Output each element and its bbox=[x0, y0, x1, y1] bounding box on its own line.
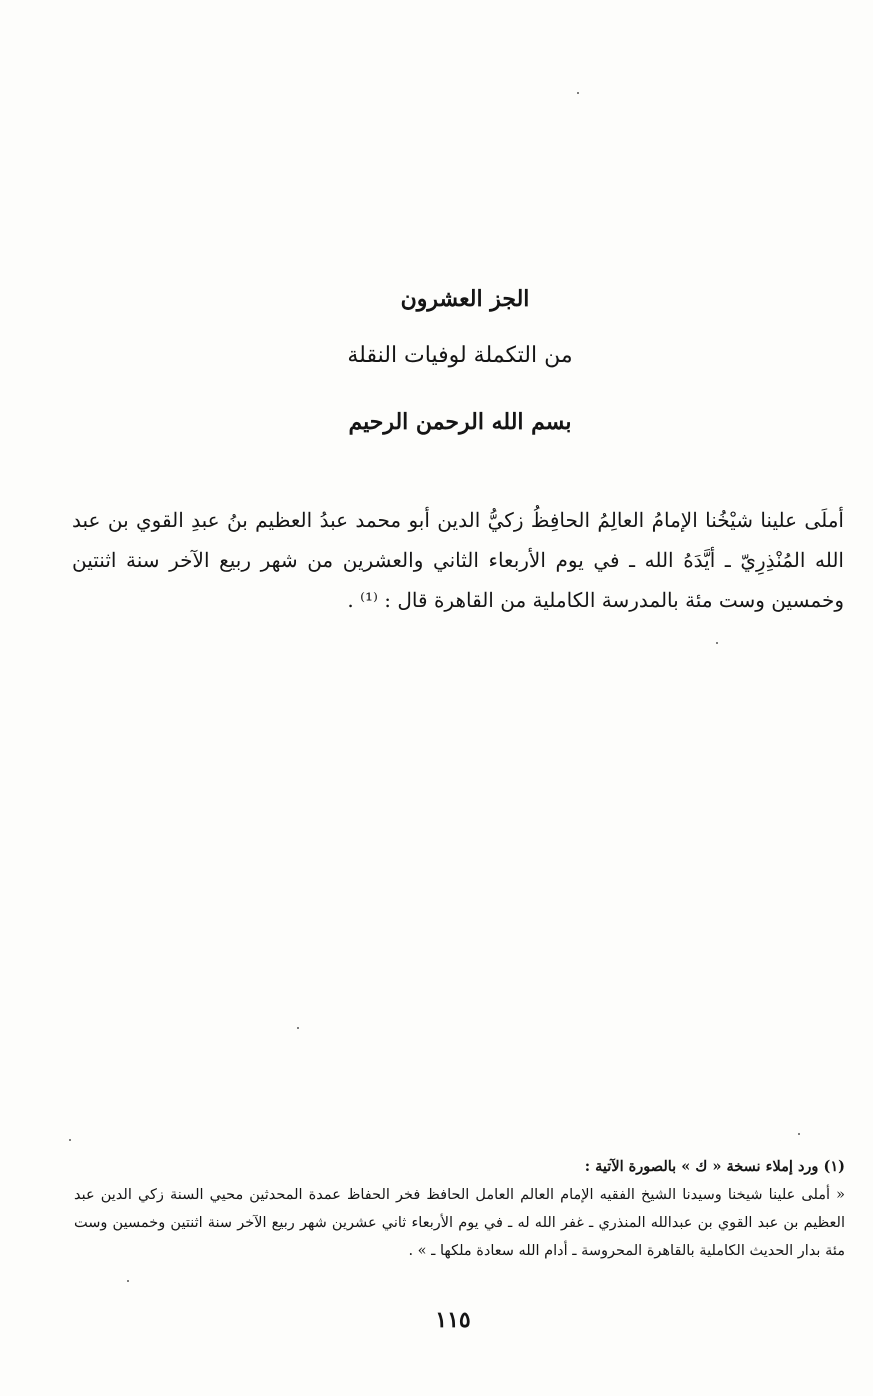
scan-speck bbox=[297, 1027, 299, 1029]
scan-speck bbox=[577, 92, 579, 94]
footnote bbox=[74, 1153, 845, 1265]
basmala: بسم الله الرحمن الرحيم bbox=[348, 409, 572, 435]
footnote-label: (١) ورد إملاء نسخة « ك » بالصورة الآتية : bbox=[584, 1158, 845, 1175]
book-subtitle: من التكملة لوفيات النقلة bbox=[347, 343, 573, 368]
body-paragraph: أملَى علينا شيْخُنا الإمامُ العالِمُ الحافِظُ زكيُّ الدين أبو محمد عبدُ العظيم بنُ عبدِ القوي بن عبد الله المُنْذِرِيّ ـ أيَّدَهُ الله ـ في يوم الأربعاء الثاني والعشرين من شهر ربيع الآخر سنة اثنتين وخمسين وست مئة بالمدرسة الكاملية من القاهرة قال : ⁽¹⁾ . bbox=[72, 508, 844, 612]
page-number: ١١٥ bbox=[435, 1307, 471, 1333]
scan-speck bbox=[127, 1280, 129, 1282]
scan-speck bbox=[798, 1133, 800, 1135]
footnote-quote: « أملى علينا شيخنا وسيدنا الشيخ الفقيه الإمام العالم العامل الحافظ فخر الحفاظ عمدة المحدثين محيي السنة زكي الدين عبد العظيم بن عبد القوي بن عبدالله المنذري ـ غفر الله له ـ في يوم الأربعاء ثاني عشرين شهر ربيع الآخر سنة اثنتين وخمسين وست مئة بدار الحديث الكاملية بالقاهرة المحروسة ـ أدام الله سعادة ملكها ـ » . bbox=[74, 1187, 845, 1259]
scan-speck bbox=[716, 642, 718, 644]
scan-speck bbox=[69, 1139, 71, 1141]
page-title: الجز العشرون bbox=[400, 286, 530, 312]
